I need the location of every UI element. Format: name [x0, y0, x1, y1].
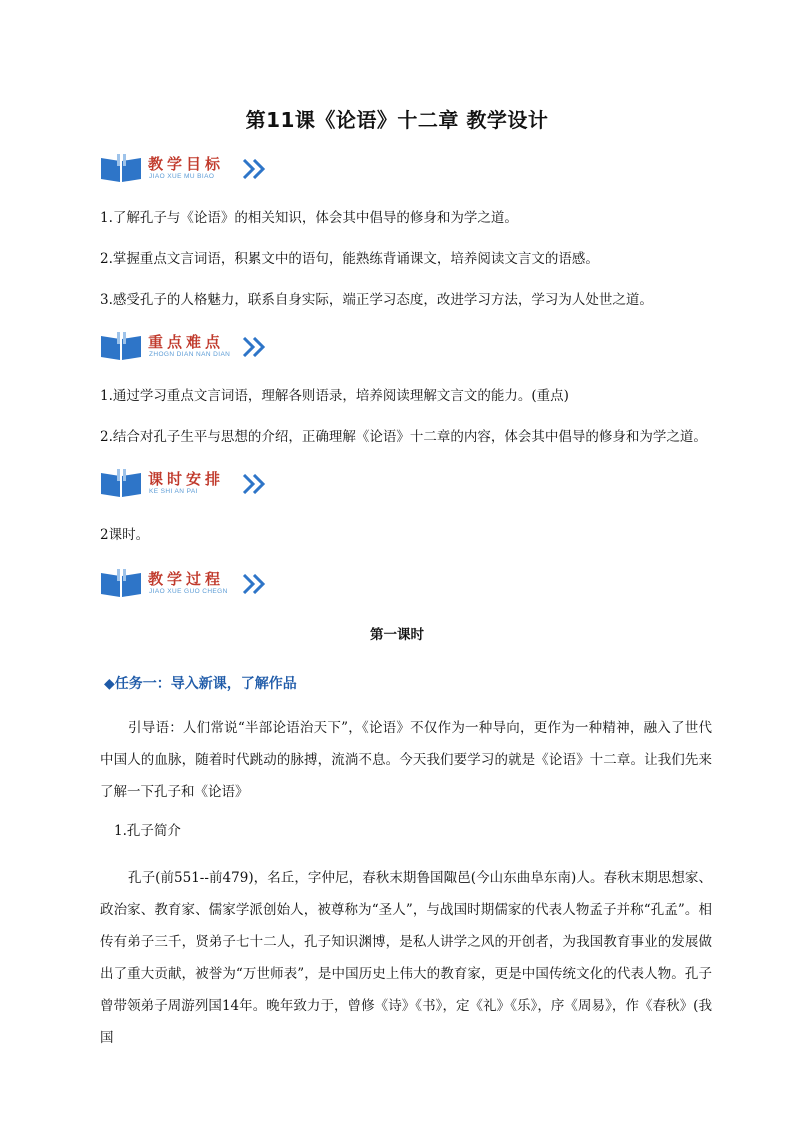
- task-heading: ◆任务一：导入新课，了解作品: [104, 676, 297, 692]
- section-pinyin: ZHOGN DIAN NAN DIAN: [149, 351, 231, 358]
- objective-item: 3.感受孔子的人格魅力，联系自身实际，端正学习态度，改进学习方法，学习为人处世之道。: [100, 292, 653, 308]
- section-header-process: [100, 568, 300, 602]
- intro-paragraph: 引导语：人们常说“半部论语治天下”，《论语》不仅作为一种导向，更作为一种精神，融入了世代中国人的血脉，随着时代跳动的脉搏，流淌不息。今天我们要学习的就是《论语》十二章。让我们先来了解一下孔子和《论语》: [100, 720, 712, 800]
- book-icon: [100, 469, 142, 499]
- book-icon: [100, 154, 142, 184]
- section-title: 教学目标: [148, 155, 225, 173]
- document-title: 第11课《论语》十二章 教学设计: [245, 108, 549, 132]
- section-header-schedule: [100, 468, 300, 502]
- section-pinyin: JIAO XUE MU BIAO: [149, 173, 215, 180]
- sub-heading: 1.孔子简介: [114, 823, 181, 839]
- confucius-paragraph: 孔子(前551--前479)，名丘，字仲尼，春秋末期鲁国陬邑(今山东曲阜东南)人。春秋末期思想家、政治家、教育家、儒家学派创始人，被尊称为“圣人”，与战国时期儒家的代表人物孟子并称“孔孟”。相传有弟子三千，贤弟子七十二人，孔子知识渊博，是私人讲学之风的开创者，为我国教育事业的发展做出了重大贡献，被誉为“万世师表”，是中国历史上伟大的教育家，更是中国传统文化的代表人物。孔子曾带领弟子周游列国14年。晚年致力于，曾修《诗》《书》，定《礼》《乐》，序《周易》，作《春秋》(我国: [100, 870, 712, 1046]
- key-point-item: 2.结合对孔子生平与思想的介绍，正确理解《论语》十二章的内容，体会其中倡导的修身和为学之道。: [100, 429, 707, 445]
- section-pinyin: JIAO XUE GUO CHEGN: [149, 588, 228, 595]
- double-chevron-icon: [242, 574, 268, 594]
- double-chevron-icon: [242, 337, 268, 357]
- section-title: 教学过程: [148, 570, 225, 588]
- schedule-text: 2课时。: [100, 527, 150, 543]
- key-point-item: 1.通过学习重点文言词语，理解各则语录，培养阅读理解文言文的能力。(重点): [100, 388, 569, 404]
- objective-item: 2.掌握重点文言词语，积累文中的语句，能熟练背诵课文，培养阅读文言文的语感。: [100, 251, 599, 267]
- double-chevron-icon: [242, 159, 268, 179]
- objective-item: 1.了解孔子与《论语》的相关知识，体会其中倡导的修身和为学之道。: [100, 210, 518, 226]
- section-pinyin: KE SHI AN PAI: [149, 488, 198, 495]
- lesson-title: 第一课时: [370, 627, 424, 643]
- book-icon: [100, 332, 142, 362]
- section-header-objectives: [100, 153, 300, 187]
- section-header-key-points: [100, 331, 300, 365]
- book-icon: [100, 569, 142, 599]
- section-title: 课时安排: [148, 470, 225, 488]
- double-chevron-icon: [242, 474, 268, 494]
- section-title: 重点难点: [148, 333, 225, 351]
